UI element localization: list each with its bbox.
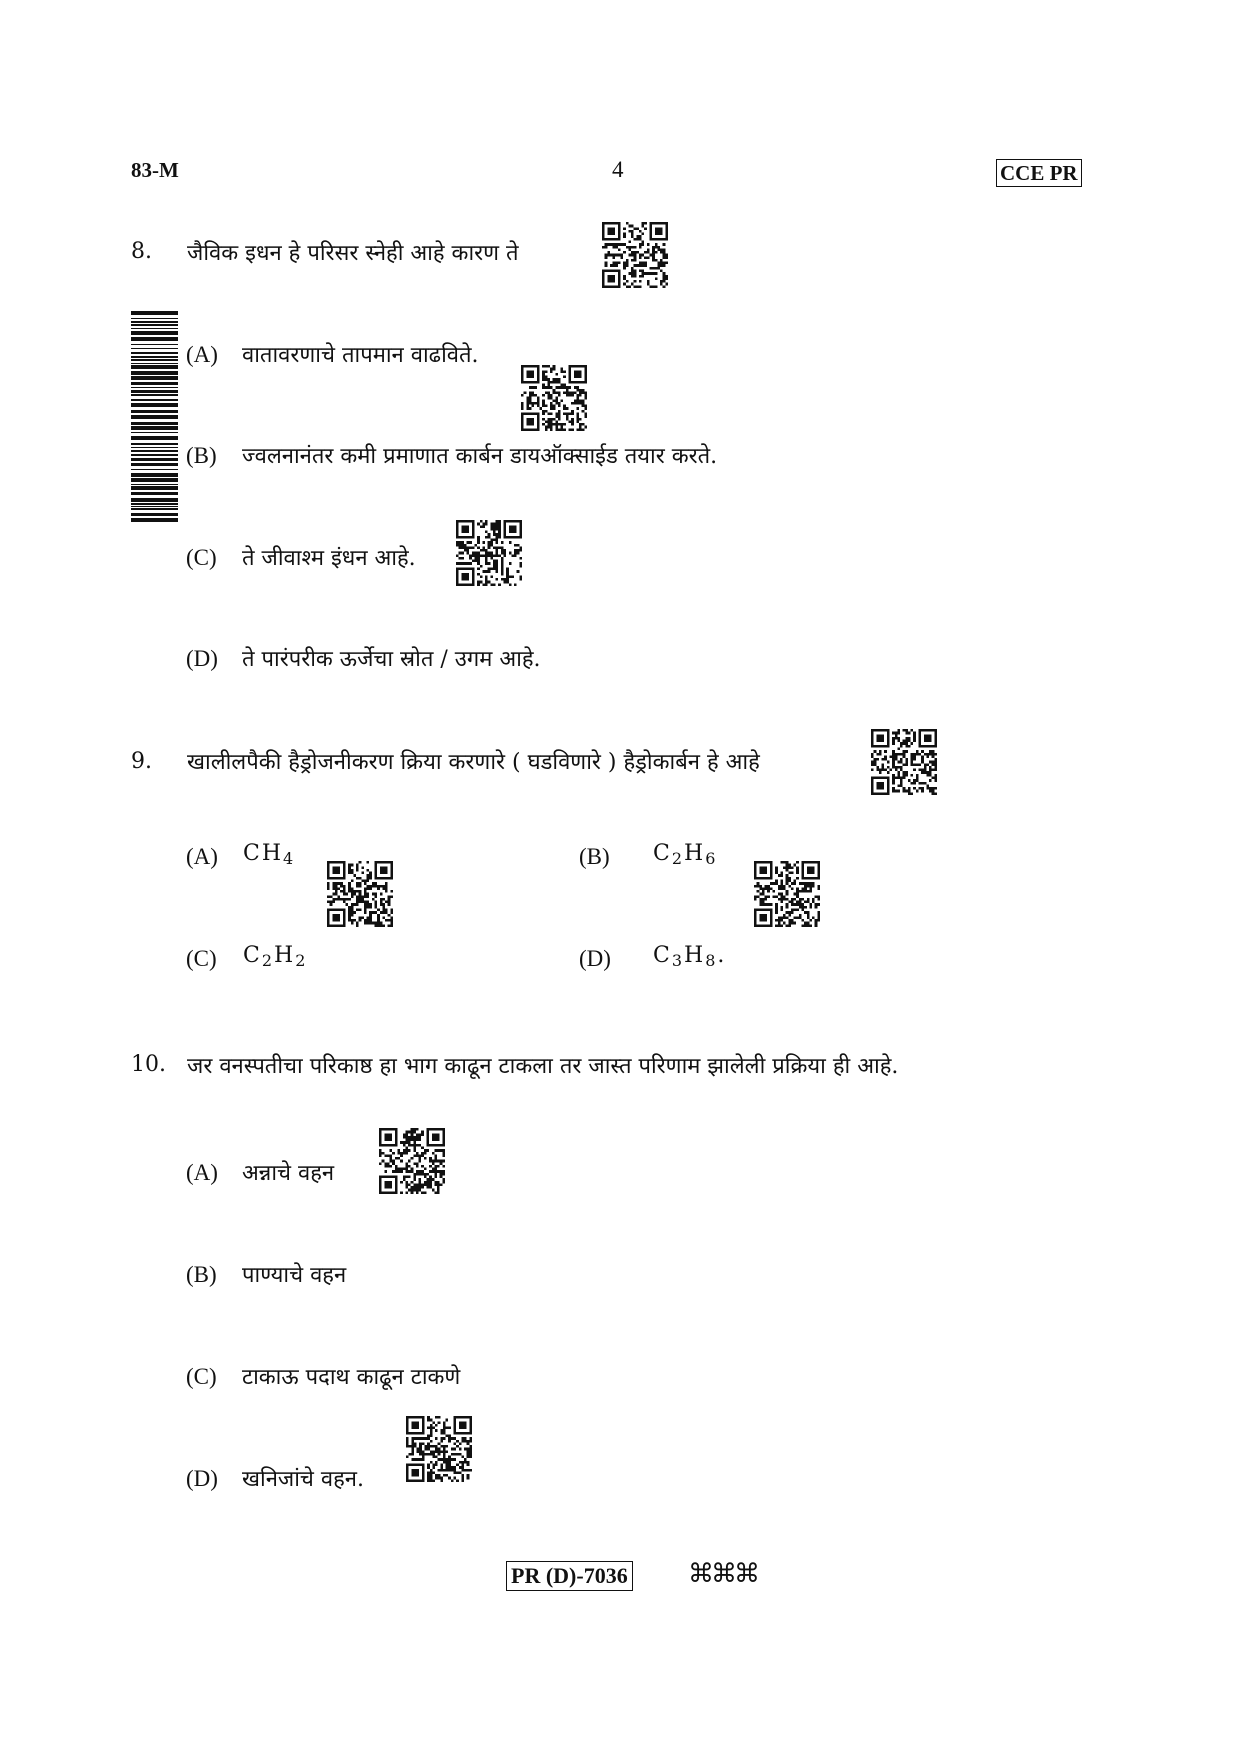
q9-option-c-letter: (C) (186, 946, 217, 971)
qr-code (456, 520, 522, 586)
footer-ornament: ⌘⌘⌘ (688, 1559, 757, 1589)
q9-option-c-formula: $C_2H_2$ (243, 943, 308, 970)
q8-option-a-letter: (A) (186, 342, 218, 367)
question-10-text: जर वनस्पतीचा परिकाष्ठ हा भाग काढून टाकला तर जास्त परिणाम झालेली प्रक्रिया ही आहे. (187, 1054, 899, 1079)
series-badge: CCE PR (996, 159, 1082, 187)
page-number: 4 (612, 157, 624, 182)
q8-option-c-text: ते जीवाश्म इंधन आहे. (242, 546, 416, 571)
question-10-number: 10. (131, 1052, 166, 1077)
q10-option-d-letter: (D) (186, 1466, 218, 1491)
q10-option-b-letter: (B) (186, 1262, 217, 1287)
q8-option-d-letter: (D) (186, 646, 218, 671)
q8-option-a-text: वातावरणाचे तापमान वाढविते. (242, 343, 479, 368)
q9-option-b-formula: $C_2H_6$ (653, 841, 718, 868)
q9-option-d-formula: $C_3H_8$. (653, 943, 727, 970)
q8-option-d-text: ते पारंपरीक ऊर्जेचा स्रोत / उगम आहे. (242, 647, 541, 672)
q8-option-c-letter: (C) (186, 545, 217, 570)
qr-code (379, 1128, 445, 1194)
barcode (131, 311, 178, 525)
footer-paper-code: PR (D)-7036 (506, 1561, 633, 1591)
question-9-text: खालीलपैकी हैड्रोजनीकरण क्रिया करणारे ( घडविणारे ) हैड्रोकार्बन हे आहे (187, 750, 760, 775)
q9-option-a-formula: $CH_4$ (243, 841, 296, 868)
q10-option-c-letter: (C) (186, 1364, 217, 1389)
qr-code (871, 729, 937, 795)
paper-code: 83-M (131, 158, 179, 182)
question-8-text: जैविक इधन हे परिसर स्नेही आहे कारण ते (187, 241, 519, 266)
q9-option-b-letter: (B) (579, 844, 610, 869)
q9-option-a-letter: (A) (186, 844, 218, 869)
qr-code (406, 1416, 472, 1482)
q9-option-d-letter: (D) (579, 946, 611, 971)
q10-option-c-text: टाकाऊ पदाथ काढून टाकणे (242, 1365, 461, 1390)
question-9-number: 9. (131, 749, 152, 774)
q10-option-a-letter: (A) (186, 1160, 218, 1185)
q8-option-b-text: ज्वलनानंतर कमी प्रमाणात कार्बन डायऑक्साईड तयार करते. (242, 444, 718, 469)
q10-option-d-text: खनिजांचे वहन. (242, 1467, 365, 1492)
qr-code (602, 222, 668, 288)
qr-code (521, 365, 587, 431)
qr-code (754, 861, 820, 927)
q10-option-b-text: पाण्याचे वहन (242, 1263, 347, 1288)
question-8-number: 8. (131, 239, 152, 264)
q10-option-a-text: अन्नाचे वहन (242, 1161, 335, 1186)
q8-option-b-letter: (B) (186, 443, 217, 468)
qr-code (327, 861, 393, 927)
